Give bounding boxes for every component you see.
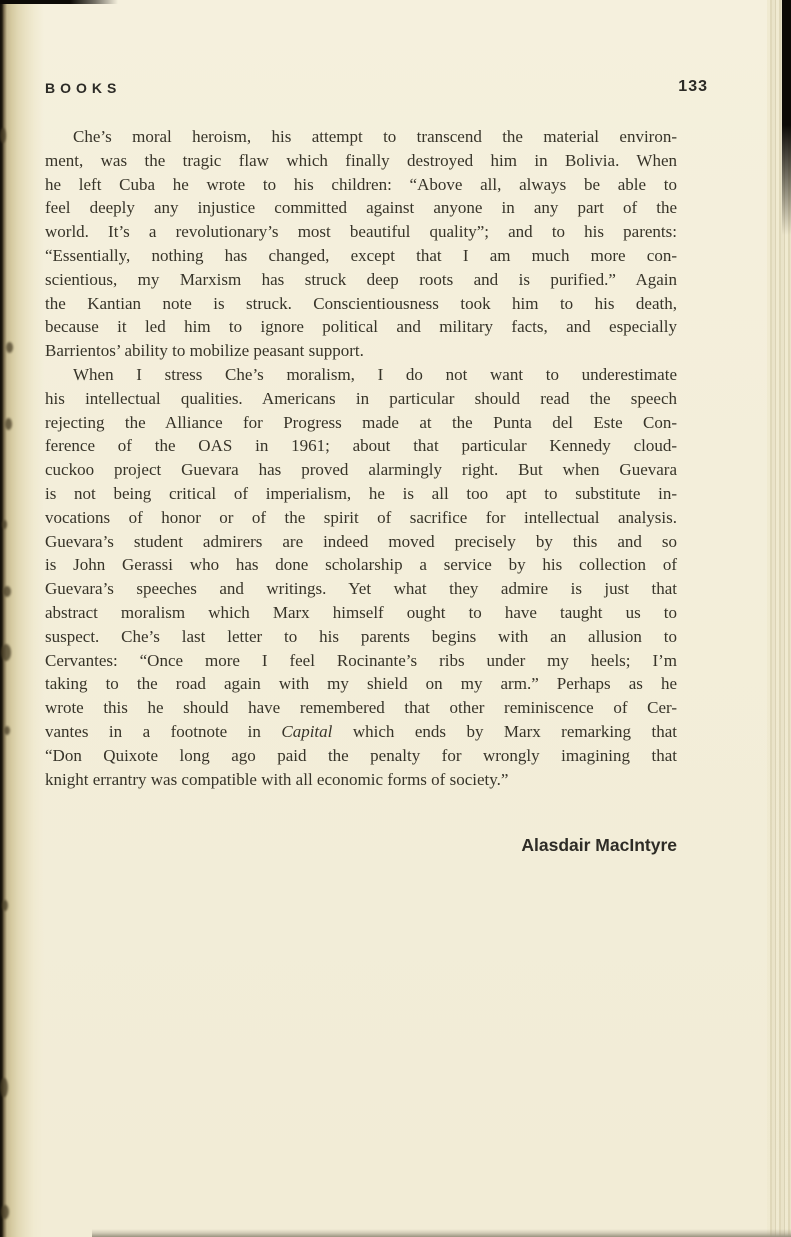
text-line: Barrientos’ ability to mobilize peasant support. xyxy=(45,341,364,361)
text-line: “Don Quixote long ago paid the penalty for wrongly imagining that xyxy=(45,745,677,765)
page-edge-nick xyxy=(1,1205,9,1219)
bottom-edge-shadow xyxy=(92,1229,791,1237)
text-line: rejecting the Alliance for Progress made at the Punta del Este Con- xyxy=(45,412,677,432)
text-line: wrote this he should have remembered that other reminiscence of Cer- xyxy=(45,698,677,718)
text-line: Guevara’s student admirers are indeed moved precisely by this and so xyxy=(45,531,677,551)
page-edge-nick xyxy=(2,900,8,911)
page-edge-nick xyxy=(2,520,7,529)
text-line: the Kantian note is struck. Conscientiousness took him to his death, xyxy=(45,293,677,313)
text-line: he left Cuba he wrote to his children: “Above all, always be able to xyxy=(45,174,677,194)
text-line: Guevara’s speeches and writings. Yet what they admire is just that xyxy=(45,579,677,599)
left-page-edge-shadow xyxy=(0,0,44,1237)
top-right-edge-shadow xyxy=(782,0,791,235)
page-edge-nick xyxy=(5,418,12,430)
top-edge-shadow xyxy=(0,0,118,4)
text-line: Cervantes: “Once more I feel Rocinante’s ribs under my heels; I’m xyxy=(45,650,677,670)
text-line: “Essentially, nothing has changed, except that I am much more con- xyxy=(45,245,677,265)
text-line: ment, was the tragic flaw which finally destroyed him in Bolivia. When xyxy=(45,150,677,170)
paragraph xyxy=(45,125,677,363)
text-line: abstract moralism which Marx himself ought to have taught us to xyxy=(45,602,677,622)
running-header xyxy=(45,78,708,96)
text-line: cuckoo project Guevara has proved alarmingly right. But when Guevara xyxy=(45,460,677,480)
text-line: ference of the OAS in 1961; about that particular Kennedy cloud- xyxy=(45,436,677,456)
text-line: scientious, my Marxism has struck deep roots and is purified.” Again xyxy=(45,269,677,289)
section-title: BOOKS xyxy=(45,80,122,96)
page-edge-nick xyxy=(4,726,10,735)
text-line: suspect. Che’s last letter to his parents begins with an allusion to xyxy=(45,626,677,646)
page-number: 133 xyxy=(678,78,708,95)
text-line: knight errantry was compatible with all economic forms of society.” xyxy=(45,769,509,789)
text-line: vantes in a footnote in Capital which ends by Marx remarking that xyxy=(45,721,677,741)
text-line: feel deeply any injustice committed against anyone in any part of the xyxy=(45,198,677,218)
page-edge-nick xyxy=(0,1078,8,1097)
text-line: world. It’s a revolutionary’s most beautiful quality”; and to his parents: xyxy=(45,222,677,242)
text-line: is John Gerassi who has done scholarship a service by his collection of xyxy=(45,555,677,575)
text-line: When I stress Che’s moralism, I do not want to underestimate xyxy=(73,364,677,384)
text-line: vocations of honor or of the spirit of sacrifice for intellectual analysis. xyxy=(45,507,677,527)
paragraph xyxy=(45,363,677,791)
page-edge-nick xyxy=(3,586,11,597)
text-line: his intellectual qualities. Americans in particular should read the speech xyxy=(45,388,677,408)
page-edge-nick xyxy=(1,644,11,661)
text-line: taking to the road again with my shield on my arm.” Perhaps as he xyxy=(45,674,677,694)
text-line: is not being critical of imperialism, he is all too apt to substitute in- xyxy=(45,483,677,503)
page-edge-nick xyxy=(0,128,6,143)
page-edge-nick xyxy=(6,342,13,353)
author-signature: Alasdair MacIntyre xyxy=(521,835,677,856)
page-content xyxy=(45,78,708,856)
text-line: because it led him to ignore political and military facts, and especially xyxy=(45,317,677,337)
text-line: Che’s moral heroism, his attempt to transcend the material environ- xyxy=(73,127,677,146)
body-text xyxy=(45,125,677,791)
